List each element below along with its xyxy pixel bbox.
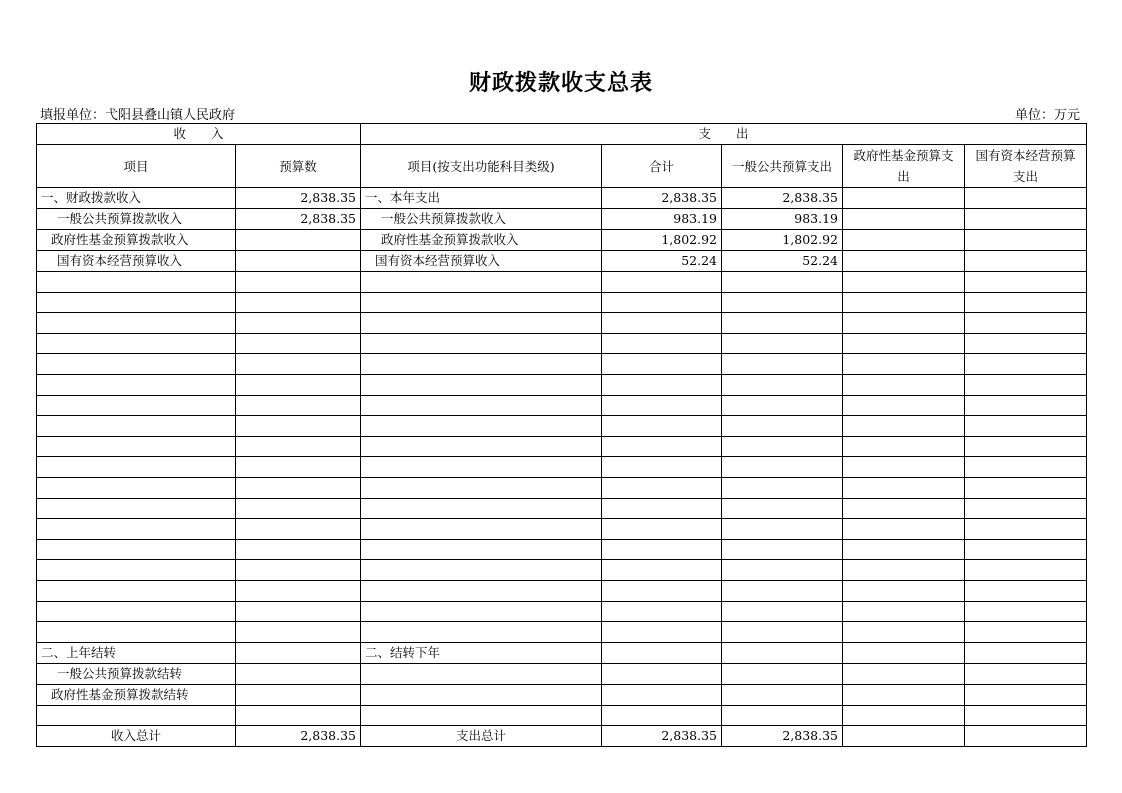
- total-amount: [602, 622, 722, 643]
- state-capital-amount: [965, 374, 1087, 395]
- expense-item: [361, 705, 602, 726]
- general-amount: [722, 477, 843, 498]
- expense-item: [361, 457, 602, 478]
- expense-item: [361, 519, 602, 540]
- empty-row: [37, 313, 1087, 334]
- income-amount: [236, 601, 361, 622]
- total-amount: [602, 642, 722, 663]
- state-capital-amount: [965, 663, 1087, 684]
- total-amount: [602, 498, 722, 519]
- fund-amount: [843, 663, 965, 684]
- income-item: 政府性基金预算拨款结转: [37, 684, 236, 705]
- fund-amount: [843, 374, 965, 395]
- empty-row: [37, 477, 1087, 498]
- total-amount: 52.24: [602, 251, 722, 272]
- empty-row: [37, 436, 1087, 457]
- general-amount: [722, 519, 843, 540]
- fund-amount: [843, 209, 965, 230]
- reporting-unit: 填报单位：弋阳县叠山镇人民政府: [40, 108, 236, 123]
- general-amount: [722, 684, 843, 705]
- empty-row: [37, 416, 1087, 437]
- state-capital-amount: [965, 230, 1087, 251]
- currency-unit: 单位：万元: [1014, 108, 1080, 123]
- state-capital-amount: [965, 580, 1087, 601]
- empty-row: [37, 395, 1087, 416]
- carry-row: [37, 642, 1087, 663]
- state-capital-amount: [965, 209, 1087, 230]
- expense-item: 国有资本经营预算收入: [361, 251, 602, 272]
- state-capital-amount: [965, 395, 1087, 416]
- state-capital-amount: [965, 705, 1087, 726]
- fund-amount: [843, 560, 965, 581]
- general-amount: 983.19: [722, 209, 843, 230]
- income-item: [37, 477, 236, 498]
- total-amount: [602, 333, 722, 354]
- fund-amount: [843, 539, 965, 560]
- general-amount: [722, 395, 843, 416]
- empty-row: [37, 292, 1087, 313]
- fund-amount: [843, 580, 965, 601]
- income-amount: [236, 642, 361, 663]
- fund-amount: [843, 251, 965, 272]
- state-capital-amount: [965, 188, 1087, 209]
- empty-row: [37, 601, 1087, 622]
- income-amount: [236, 498, 361, 519]
- table-row: [37, 188, 1087, 209]
- empty-row: [37, 519, 1087, 540]
- general-amount: 1,802.92: [722, 230, 843, 251]
- fund-amount: [843, 292, 965, 313]
- state-capital-amount: [965, 272, 1087, 293]
- general-amount: [722, 457, 843, 478]
- fund-amount: [843, 272, 965, 293]
- fund-amount: [843, 230, 965, 251]
- income-item: 一般公共预算拨款结转: [37, 663, 236, 684]
- total-amount: [602, 457, 722, 478]
- expense-item: [361, 395, 602, 416]
- total-amount: [602, 374, 722, 395]
- expense-item: [361, 560, 602, 581]
- total-amount: [602, 663, 722, 684]
- income-item: [37, 601, 236, 622]
- general-amount: [722, 354, 843, 375]
- expense-item: [361, 663, 602, 684]
- col-fund: 政府性基金预算支出: [843, 145, 965, 188]
- expense-item: [361, 477, 602, 498]
- empty-row: [37, 539, 1087, 560]
- income-item: [37, 622, 236, 643]
- general-amount: [722, 292, 843, 313]
- table-row: [37, 209, 1087, 230]
- general-amount: [722, 622, 843, 643]
- fund-amount: [843, 622, 965, 643]
- income-amount: [236, 560, 361, 581]
- state-capital-amount: [965, 292, 1087, 313]
- table-row: [37, 230, 1087, 251]
- income-item: [37, 457, 236, 478]
- general-amount: [722, 272, 843, 293]
- income-item: [37, 705, 236, 726]
- expense-item: [361, 292, 602, 313]
- income-amount: 2,838.35: [236, 188, 361, 209]
- expense-item: [361, 436, 602, 457]
- expense-total-amount: 2,838.35: [602, 726, 722, 747]
- state-capital-amount: [965, 539, 1087, 560]
- section-header-row: [37, 124, 1087, 145]
- expense-total-label: 支出总计: [361, 726, 602, 747]
- income-amount: [236, 374, 361, 395]
- total-amount: [602, 519, 722, 540]
- expense-item: [361, 333, 602, 354]
- fund-amount: [843, 498, 965, 519]
- income-amount: [236, 354, 361, 375]
- expense-item: [361, 498, 602, 519]
- expense-item: [361, 272, 602, 293]
- total-amount: [602, 416, 722, 437]
- expense-item: [361, 622, 602, 643]
- income-amount: [236, 251, 361, 272]
- column-header-row: [37, 145, 1087, 188]
- income-total-amount: 2,838.35: [236, 726, 361, 747]
- general-amount: [722, 333, 843, 354]
- total-amount: [602, 601, 722, 622]
- state-capital-amount: [965, 622, 1087, 643]
- income-item: [37, 374, 236, 395]
- fund-amount: [843, 519, 965, 540]
- fund-amount: [843, 354, 965, 375]
- income-amount: 2,838.35: [236, 209, 361, 230]
- state-capital-amount: [965, 416, 1087, 437]
- income-amount: [236, 539, 361, 560]
- table-row: [37, 251, 1087, 272]
- state-capital-amount: [965, 519, 1087, 540]
- general-amount: [722, 436, 843, 457]
- total-amount: 1,802.92: [602, 230, 722, 251]
- general-amount: [722, 642, 843, 663]
- general-amount: [722, 498, 843, 519]
- total-amount: 2,838.35: [602, 188, 722, 209]
- general-amount: [722, 705, 843, 726]
- state-capital-amount: [965, 333, 1087, 354]
- state-capital-amount: [965, 251, 1087, 272]
- expense-item: 政府性基金预算拨款收入: [361, 230, 602, 251]
- col-total: 合计: [602, 145, 722, 188]
- expense-item: 一般公共预算拨款收入: [361, 209, 602, 230]
- income-amount: [236, 519, 361, 540]
- general-amount: [722, 663, 843, 684]
- income-item: [37, 560, 236, 581]
- fund-amount: [843, 395, 965, 416]
- col-general: 一般公共预算支出: [722, 145, 843, 188]
- state-capital-amount: [965, 477, 1087, 498]
- income-amount: [236, 395, 361, 416]
- expense-item: [361, 580, 602, 601]
- total-amount: [602, 272, 722, 293]
- fund-amount: [843, 457, 965, 478]
- empty-row: [37, 498, 1087, 519]
- general-amount: 52.24: [722, 251, 843, 272]
- income-amount: [236, 457, 361, 478]
- state-capital-amount: [965, 684, 1087, 705]
- income-item: [37, 416, 236, 437]
- empty-row: [37, 622, 1087, 643]
- income-item: 二、上年结转: [37, 642, 236, 663]
- total-amount: [602, 354, 722, 375]
- state-capital-amount: [965, 457, 1087, 478]
- expense-item: [361, 601, 602, 622]
- expense-item: [361, 374, 602, 395]
- carry-row: [37, 663, 1087, 684]
- income-item: [37, 436, 236, 457]
- total-row: [37, 726, 1087, 747]
- fund-amount: [843, 333, 965, 354]
- expense-item: [361, 313, 602, 334]
- fund-amount: [843, 684, 965, 705]
- fund-amount: [843, 313, 965, 334]
- income-item: [37, 539, 236, 560]
- total-amount: 983.19: [602, 209, 722, 230]
- state-capital-amount: [965, 354, 1087, 375]
- general-amount: [722, 416, 843, 437]
- general-amount: 2,838.35: [722, 188, 843, 209]
- fund-amount: [843, 477, 965, 498]
- col-income-item: 项目: [37, 145, 236, 188]
- income-amount: [236, 684, 361, 705]
- general-amount: [722, 539, 843, 560]
- general-amount: [722, 601, 843, 622]
- fund-amount: [843, 601, 965, 622]
- income-amount: [236, 272, 361, 293]
- state-capital-amount: [965, 642, 1087, 663]
- income-item: [37, 272, 236, 293]
- state-capital-amount: [965, 436, 1087, 457]
- income-amount: [236, 622, 361, 643]
- budget-summary-table: [36, 123, 1087, 747]
- expense-item: 一、本年支出: [361, 188, 602, 209]
- income-amount: [236, 663, 361, 684]
- col-state-capital: 国有资本经营预算支出: [965, 145, 1087, 188]
- income-amount: [236, 477, 361, 498]
- income-item: 一、财政拨款收入: [37, 188, 236, 209]
- state-capital-amount: [965, 560, 1087, 581]
- expense-section-header: 支 出: [361, 124, 1087, 145]
- income-amount: [236, 580, 361, 601]
- total-amount: [602, 560, 722, 581]
- income-item: [37, 498, 236, 519]
- income-amount: [236, 292, 361, 313]
- fund-amount: [843, 416, 965, 437]
- empty-row: [37, 374, 1087, 395]
- income-amount: [236, 313, 361, 334]
- general-amount: [722, 580, 843, 601]
- state-capital-amount: [965, 601, 1087, 622]
- expense-item: 二、结转下年: [361, 642, 602, 663]
- income-item: [37, 395, 236, 416]
- general-amount: [722, 313, 843, 334]
- income-item: [37, 519, 236, 540]
- income-item: [37, 333, 236, 354]
- income-item: 政府性基金预算拨款收入: [37, 230, 236, 251]
- income-amount: [236, 436, 361, 457]
- income-amount: [236, 705, 361, 726]
- income-amount: [236, 416, 361, 437]
- fund-amount: [843, 705, 965, 726]
- empty-row: [37, 272, 1087, 293]
- fund-amount: [843, 642, 965, 663]
- general-total-amount: 2,838.35: [722, 726, 843, 747]
- income-total-label: 收入总计: [37, 726, 236, 747]
- total-amount: [602, 477, 722, 498]
- income-item: [37, 313, 236, 334]
- income-amount: [236, 230, 361, 251]
- state-capital-amount: [965, 313, 1087, 334]
- total-amount: [602, 539, 722, 560]
- income-amount: [236, 333, 361, 354]
- state-capital-total-amount: [965, 726, 1087, 747]
- fund-amount: [843, 436, 965, 457]
- total-amount: [602, 436, 722, 457]
- expense-item: [361, 416, 602, 437]
- income-item: [37, 292, 236, 313]
- total-amount: [602, 313, 722, 334]
- general-amount: [722, 374, 843, 395]
- empty-row: [37, 354, 1087, 375]
- fund-total-amount: [843, 726, 965, 747]
- total-amount: [602, 395, 722, 416]
- expense-item: [361, 539, 602, 560]
- income-section-header: 收 入: [37, 124, 361, 145]
- fund-amount: [843, 188, 965, 209]
- income-item: [37, 354, 236, 375]
- col-expense-item: 项目(按支出功能科目类级): [361, 145, 602, 188]
- table-row: [37, 705, 1087, 726]
- empty-row: [37, 333, 1087, 354]
- income-item: 国有资本经营预算收入: [37, 251, 236, 272]
- expense-item: [361, 684, 602, 705]
- carry-row: [37, 684, 1087, 705]
- total-amount: [602, 684, 722, 705]
- page-title: 财政拨款收支总表: [468, 70, 653, 96]
- empty-row: [37, 580, 1087, 601]
- total-amount: [602, 705, 722, 726]
- income-item: [37, 580, 236, 601]
- income-item: 一般公共预算拨款收入: [37, 209, 236, 230]
- total-amount: [602, 580, 722, 601]
- general-amount: [722, 560, 843, 581]
- expense-item: [361, 354, 602, 375]
- total-amount: [602, 292, 722, 313]
- empty-row: [37, 457, 1087, 478]
- empty-row: [37, 560, 1087, 581]
- state-capital-amount: [965, 498, 1087, 519]
- col-income-budget: 预算数: [236, 145, 361, 188]
